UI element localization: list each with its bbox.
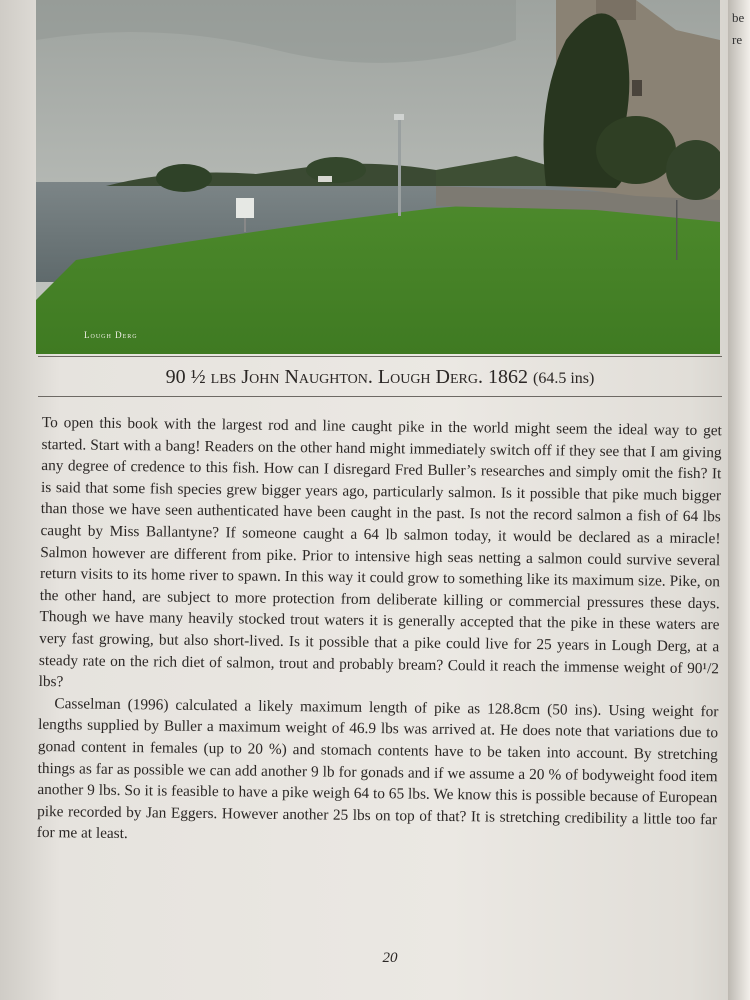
next-page-fragment: re [732,32,743,47]
weight-unit: lbs [210,366,237,388]
body-text [37,412,722,852]
record-year: 1862 [487,366,528,388]
lough-derg-photo [36,0,720,354]
next-page-edge [728,0,750,1000]
heading-rule-top [38,356,722,357]
page-number: 20 [382,950,398,966]
weight-value: 90 ½ [165,366,206,388]
record-length: (64.5 ins) [532,370,595,387]
angler-and-location: John Naughton. Lough Derg. [241,366,483,388]
next-page-fragment: be [732,10,745,25]
record-heading [40,366,720,389]
heading-rule-bottom [38,396,722,397]
paragraph-1: To open this book with the largest rod and line caught pike in the world might seem the ideal way to get started. Start with a bang! Readers on the other hand might immediately switch off if they see that I am giving any degree of credence to this fish. How can I disregard Fred Buller’s researches and simply omit the fish? It is said that some fish species grew bigger years ago, particularly salmon. Is it possible that pike much bigger than those we have seen authenticated have been caught in the past. Is not the record salmon a fish of 64 lbs caught by Miss Ballantyne? If someone caught a 64 lb salmon today, it would be declared as a miracle! Salmon however are different from pike. Prior to intensive high seas netting a salmon could survive several return visits to its home river to spawn. In this way it could grow to something like its maximum size. Pike, on the other hand, are subject to more protection from deliberate killing or commercial pressures these days. Though we have many heavily stocked trout waters it is generally accepted that the pike in these waters are very fast growing, but also short-lived. Is it possible that a pike could live for 25 years in Lough Derg, at a steady rate on the rich diet of salmon, trout and probably bream? Could it reach the immense weight of 90¹/2 lbs? [38,413,722,691]
paragraph-2: Casselman (1996) calculated a likely maximum length of pike as 128.8cm (50 ins). Using weight for lengths supplied by Buller a maximum weight of 46.9 lbs was arrived at. He does note that variations due to gonad content in females (up to 20 %) and stomach contents have to be taken into account. By stretching things as far as possible we can add another 9 lb for gonads and if we assume a 20 % of bodyweight food item another 9 lbs. So it is feasible to have a pike weigh 64 to 65 lbs. We know this is possible because of European pike recorded by Jan Eggers. However another 25 lbs on top of that? It is stretching credibility a little too far for me at least. [36,694,719,843]
photo-caption: Lough Derg [84,330,138,340]
